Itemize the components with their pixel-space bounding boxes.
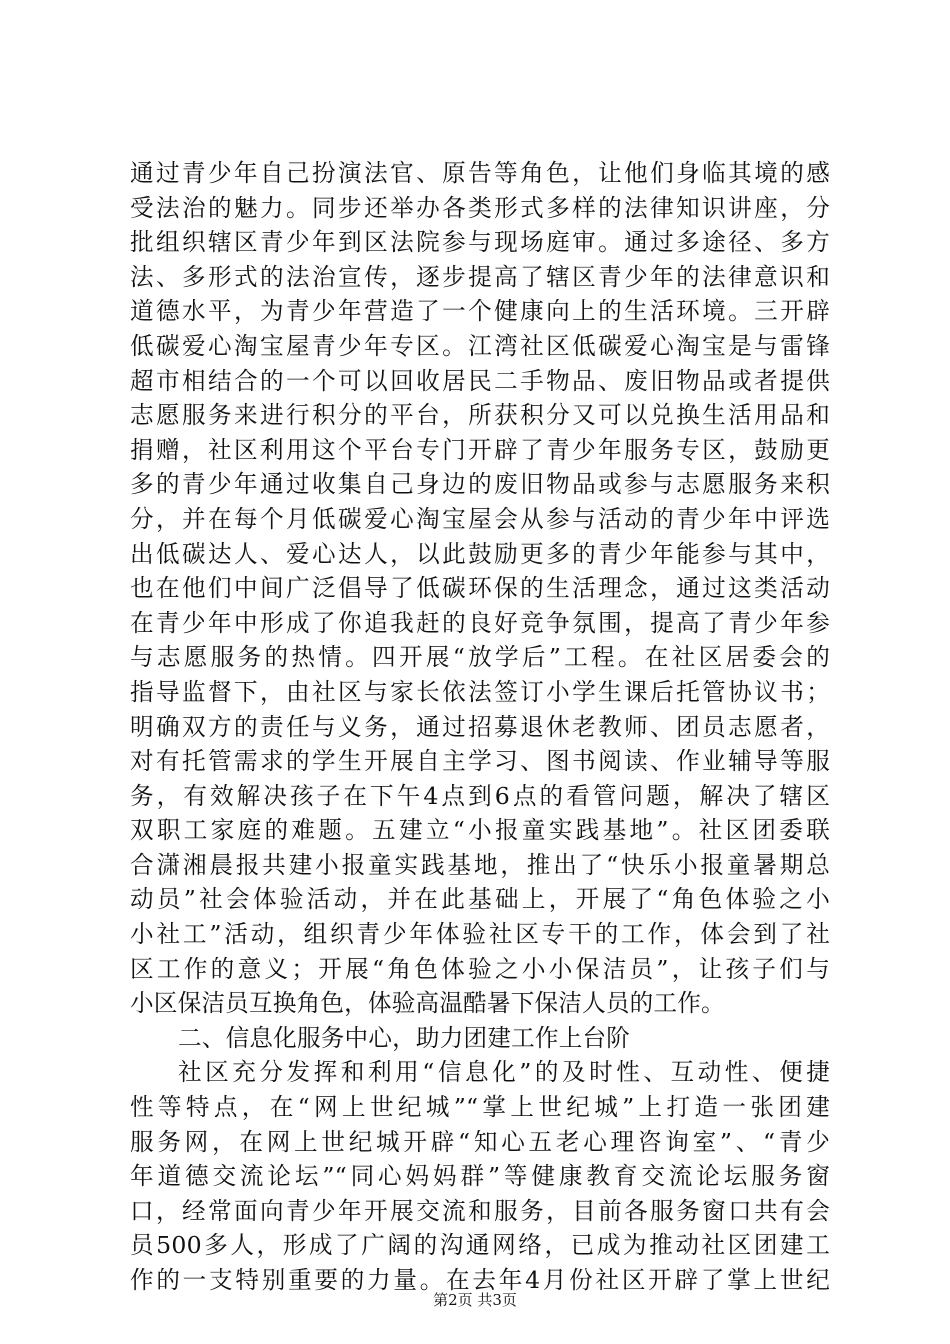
text-line: 道德水平，为青少年营造了一个健康向上的生活环境。三开辟 [130, 297, 830, 326]
text-line: 员500多人，形成了广阔的沟通网络，已成为推动社区团建工 [130, 1231, 830, 1260]
text-line: 动员”社会体验活动，并在此基础上，开展了“角色体验之小 [130, 885, 830, 914]
text-line: 小区保洁员互换角色，体验高温酷暑下保洁人员的工作。 [130, 989, 725, 1018]
text-line: 服务网，在网上世纪城开辟“知心五老心理咨询室”、“青少 [130, 1127, 830, 1156]
text-line: 指导监督下，由社区与家长依法签订小学生课后托管协议书； [130, 677, 830, 706]
text-line: 社区充分发挥和利用“信息化”的及时性、互动性、便捷 [178, 1058, 830, 1087]
text-line: 作的一支特别重要的力量。在去年4月份社区开辟了掌上世纪 [130, 1266, 830, 1294]
text-line: 志愿服务来进行积分的平台，所获积分又可以兑换生活用品和 [130, 401, 830, 430]
text-line: 性等特点，在“网上世纪城”“掌上世纪城”上打造一张团建 [130, 1093, 830, 1122]
body-text [130, 156, 830, 1298]
text-line: 分，并在每个月低碳爱心淘宝屋会从参与活动的青少年中评选 [130, 504, 830, 533]
text-line: 明确双方的责任与义务，通过招募退休老教师、团员志愿者， [130, 712, 830, 741]
text-line: 批组织辖区青少年到区法院参与现场庭审。通过多途径、多方 [130, 228, 830, 257]
text-line: 对有托管需求的学生开展自主学习、图书阅读、作业辅导等服 [130, 747, 830, 776]
text-line: 捐赠，社区利用这个平台专门开辟了青少年服务专区，鼓励更 [130, 435, 830, 464]
text-line: 与志愿服务的热情。四开展“放学后”工程。在社区居委会的 [130, 643, 830, 672]
page-number-footer: 第2页 共3页 [433, 1291, 517, 1309]
text-line: 务，有效解决孩子在下午4点到6点的看管问题，解决了辖区 [130, 781, 830, 810]
text-line: 受法治的魅力。同步还举办各类形式多样的法律知识讲座，分 [130, 193, 830, 222]
text-line: 小社工”活动，组织青少年体验社区专干的工作，体会到了社 [130, 920, 830, 949]
text-line: 区工作的意义；开展“角色体验之小小保洁员”，让孩子们与 [130, 954, 830, 983]
text-line: 超市相结合的一个可以回收居民二手物品、废旧物品或者提供 [130, 366, 830, 395]
text-line: 也在他们中间广泛倡导了低碳环保的生活理念，通过这类活动 [130, 574, 830, 603]
section-heading: 二、信息化服务中心，助力团建工作上台阶 [178, 1023, 631, 1052]
text-line: 通过青少年自己扮演法官、原告等角色，让他们身临其境的感 [130, 159, 830, 187]
text-line: 年道德交流论坛”“同心妈妈群”等健康教育交流论坛服务窗 [130, 1162, 830, 1191]
text-line: 合潇湘晨报共建小报童实践基地，推出了“快乐小报童暑期总 [130, 850, 830, 879]
text-line: 法、多形式的法治宣传，逐步提高了辖区青少年的法律意识和 [130, 262, 830, 291]
text-line: 出低碳达人、爱心达人，以此鼓励更多的青少年能参与其中， [130, 539, 830, 568]
text-line: 多的青少年通过收集自己身边的废旧物品或参与志愿服务来积 [130, 470, 830, 499]
text-line: 口，经常面向青少年开展交流和服务，目前各服务窗口共有会 [130, 1196, 830, 1225]
text-line: 在青少年中形成了你追我赶的良好竞争氛围，提高了青少年参 [130, 608, 830, 637]
text-line: 低碳爱心淘宝屋青少年专区。江湾社区低碳爱心淘宝是与雷锋 [130, 331, 830, 360]
text-line: 双职工家庭的难题。五建立“小报童实践基地”。社区团委联 [130, 816, 830, 845]
